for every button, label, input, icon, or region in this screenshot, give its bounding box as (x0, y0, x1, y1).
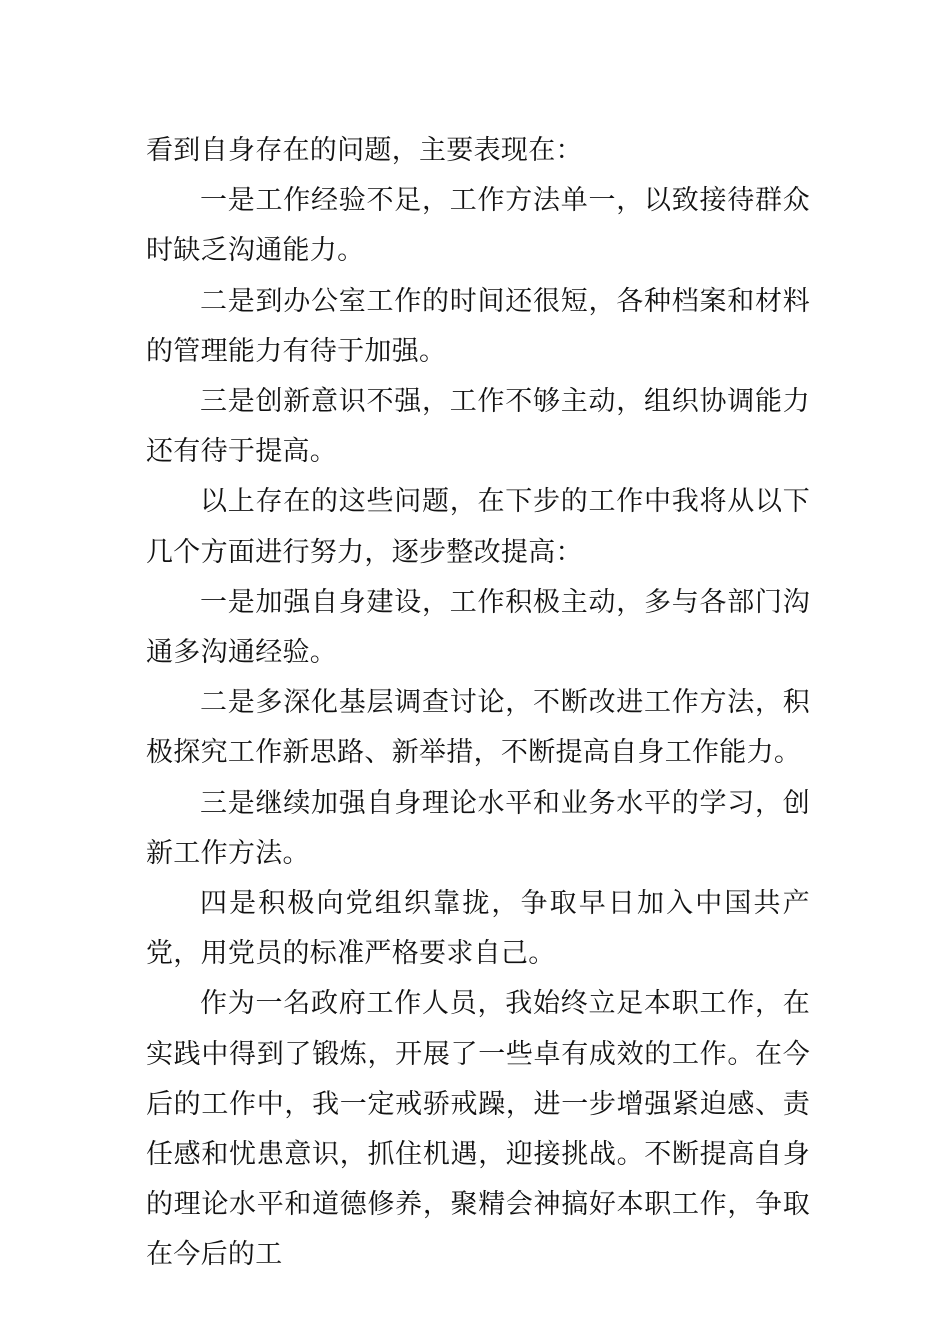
paragraph-problem-3: 三是创新意识不强，工作不够主动，组织协调能力还有待于提高。 (146, 386, 810, 468)
paragraph-improvement-intro: 以上存在的这些问题，在下步的工作中我将从以下几个方面进行努力，逐步整改提高： (146, 486, 810, 568)
paragraph-measure-2: 二是多深化基层调查讨论，不断改进工作方法，积极探究工作新思路、新举措，不断提高自身工作能力。 (146, 687, 810, 769)
paragraph-problem-2: 二是到办公室工作的时间还很短，各种档案和材料的管理能力有待于加强。 (146, 285, 810, 367)
paragraph-continued: 看到自身存在的问题，主要表现在： (146, 135, 583, 166)
document-body (146, 126, 810, 1281)
paragraph-conclusion: 作为一名政府工作人员，我始终立足本职工作，在实践中得到了锻炼，开展了一些卓有成效的工作。在今后的工作中，我一定戒骄戒躁，进一步增强紧迫感、责任感和忧患意识，抓住机遇，迎接挑战。不断提高自身的理论水平和道德修养，聚精会神搞好本职工作，争取在今后的工 (146, 988, 810, 1271)
paragraph-measure-4: 四是积极向党组织靠拢，争取早日加入中国共产党，用党员的标准严格要求自己。 (146, 888, 810, 970)
paragraph-measure-1: 一是加强自身建设，工作积极主动，多与各部门沟通多沟通经验。 (146, 586, 810, 669)
paragraph-measure-3: 三是继续加强自身理论水平和业务水平的学习，创新工作方法。 (146, 787, 810, 869)
paragraph-problem-1: 一是工作经验不足，工作方法单一，以致接待群众时缺乏沟通能力。 (146, 185, 810, 267)
